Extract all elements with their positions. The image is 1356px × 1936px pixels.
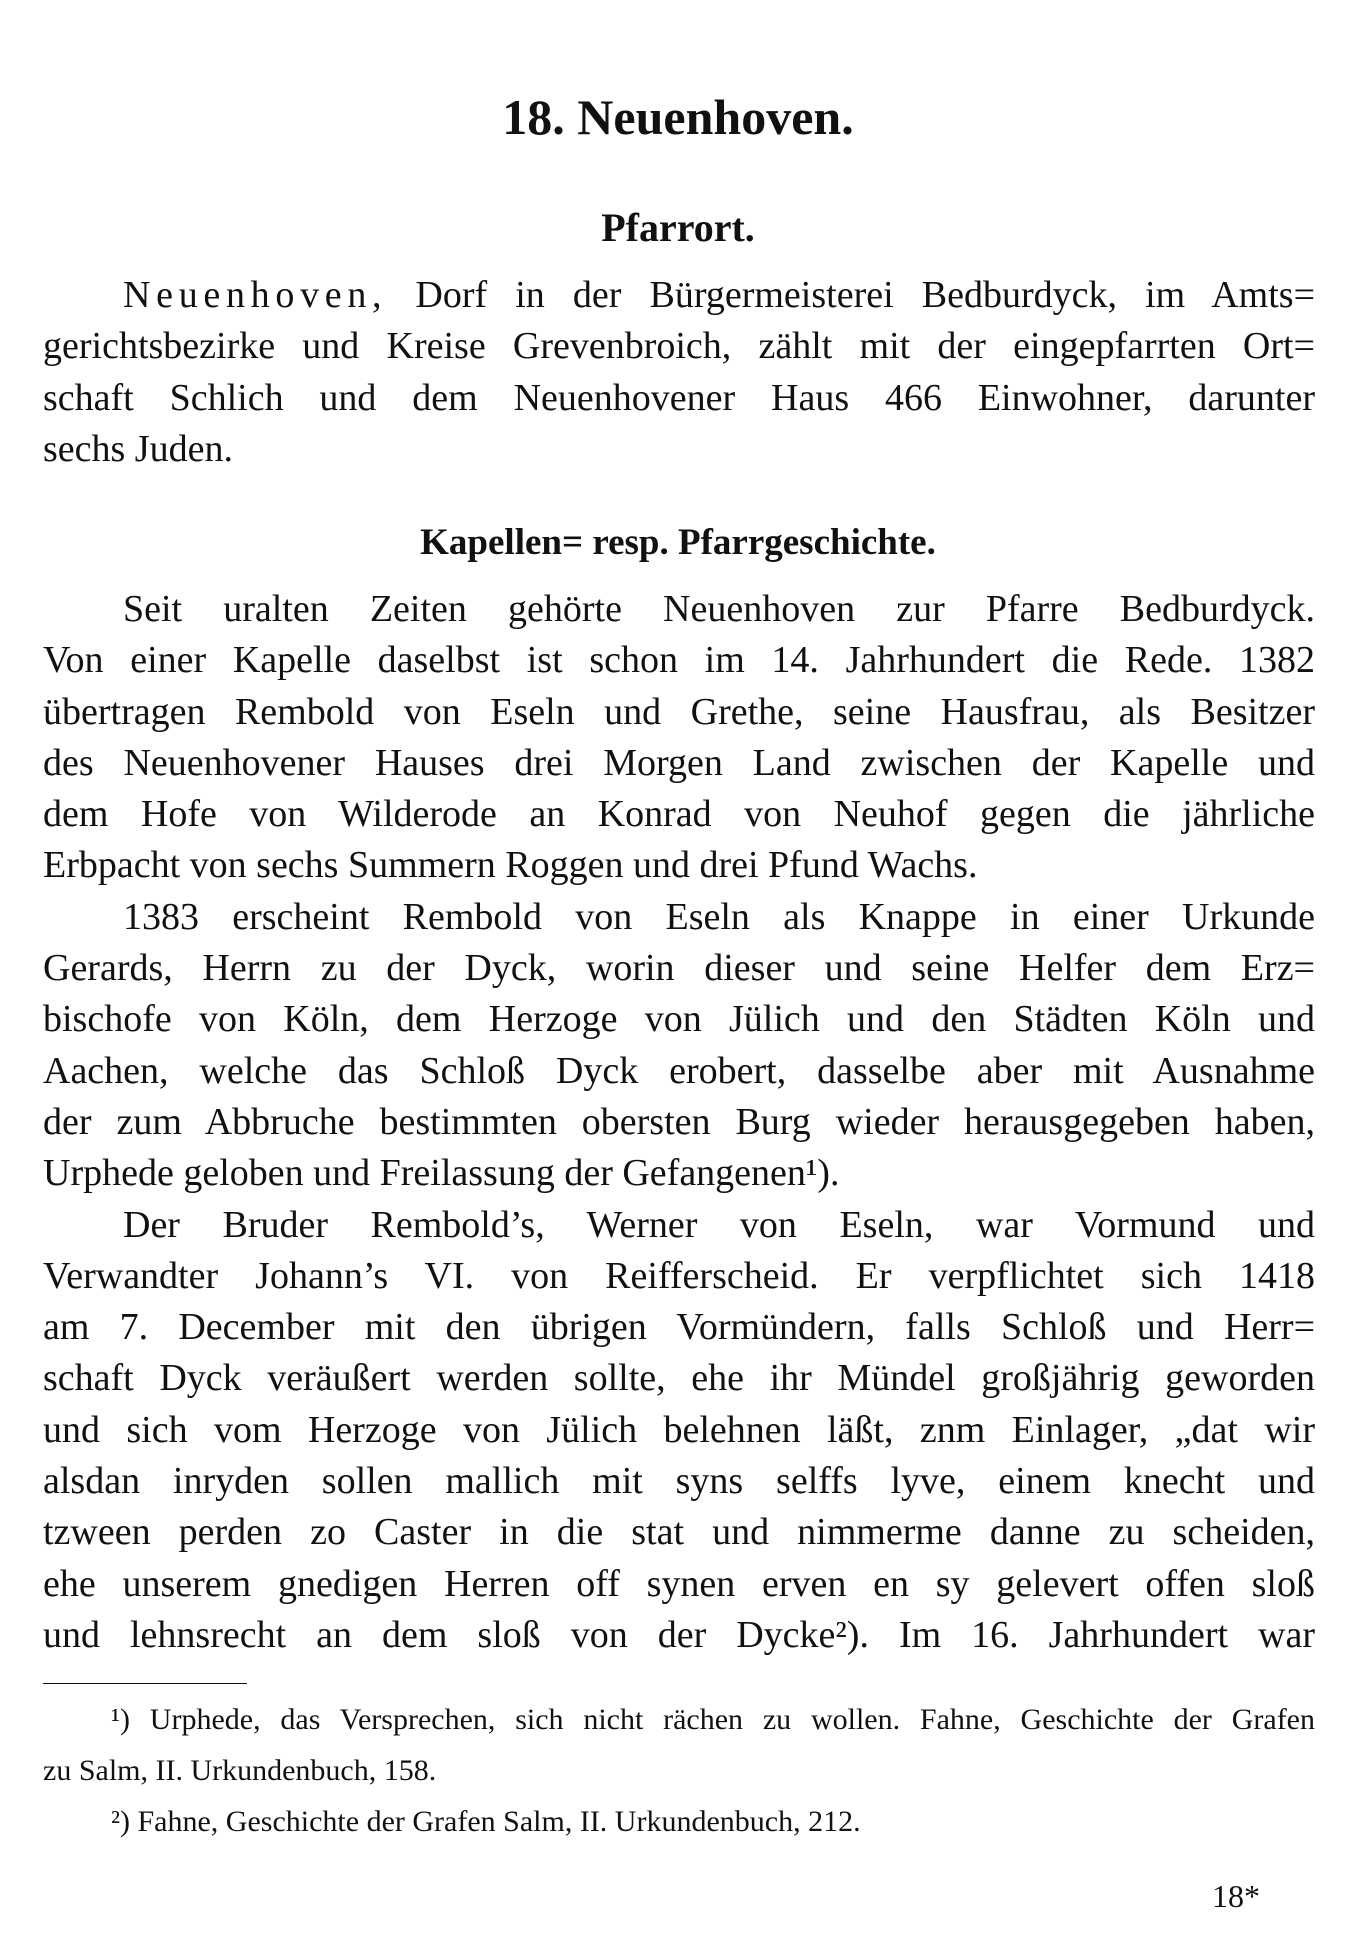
line-text: Dorf in der Bürgermeisterei Bedburdyck, im Amts= [415, 274, 1315, 316]
body-line: am 7. December mit den übrigen Vormündern, falls Schloß und Herr= [43, 1306, 1315, 1349]
paragraph-werner [43, 1200, 1315, 1662]
body-line: schaft Schlich und dem Neuenhovener Haus 466 Einwohner, darunter [43, 376, 1315, 419]
body-line: alsdan inryden sollen mallich mit syns selffs lyve, einem knecht und [43, 1460, 1315, 1503]
section-heading-history: Kapellen= resp. Pfarrgeschichte. [420, 522, 936, 563]
body-line: 1383 erscheint Rembold von Eseln als Knappe in einer Urkunde [123, 895, 1315, 938]
body-line: bischofe von Köln, dem Herzoge von Jülich und den Städten Köln und [43, 998, 1315, 1041]
body-line: tzween perden zo Caster in die stat und nimmerme danne zu scheiden, [43, 1511, 1315, 1554]
paragraph-1383 [43, 892, 1315, 1200]
paragraph-chapel [43, 584, 1315, 892]
body-line: Seit uralten Zeiten gehörte Neuenhoven zur Pfarre Bedburdyck. [123, 588, 1315, 630]
body-line: Von einer Kapelle daselbst ist schon im 14. Jahrhundert die Rede. 1382 [43, 639, 1315, 682]
body-line: schaft Dyck veräußert werden sollte, ehe ihr Mündel großjährig geworden [43, 1357, 1315, 1400]
body-line: Gerards, Herrn zu der Dyck, worin dieser und seine Helfer dem Erz= [43, 947, 1315, 990]
footnotes [43, 1694, 1315, 1847]
paragraph-village [43, 270, 1315, 475]
footnote-2-line: ²) Fahne, Geschichte der Grafen Salm, II. Urkundenbuch, 212. [111, 1805, 861, 1838]
body-line: Aachen, welche das Schloß Dyck erobert, dasselbe aber mit Ausnahme [43, 1049, 1315, 1092]
body-line: Urphede geloben und Freilassung der Gefangenen¹). [43, 1152, 840, 1195]
body-line: Verwandter Johann’s VI. von Reifferscheid. Er verpflichtet sich 1418 [43, 1254, 1315, 1297]
body-line: dem Hofe von Wilderode an Konrad von Neuhof gegen die jährliche [43, 793, 1315, 836]
body-line: der zum Abbruche bestimmten obersten Burg wieder herausgegeben haben, [43, 1100, 1315, 1143]
body-line: ehe unserem gnedigen Herren off synen erven en sy gelevert offen sloß [43, 1562, 1315, 1605]
lead-word: Neuenhoven, [123, 274, 388, 316]
body-line: und sich vom Herzoge von Jülich belehnen läßt, znm Einlager, „dat wir [43, 1408, 1315, 1451]
body-line: und lehnsrecht an dem sloß von der Dycke²). Im 16. Jahrhundert war [43, 1613, 1315, 1656]
page-signature: 18* [1212, 1878, 1260, 1914]
body-line: gerichtsbezirke und Kreise Grevenbroich, zählt mit der eingepfarrten Ort= [43, 325, 1315, 368]
footnote-divider [43, 1683, 247, 1684]
chapter-title: 18. Neuenhoven. [502, 89, 854, 145]
body-line: Der Bruder Rembold’s, Werner von Eseln, war Vormund und [123, 1203, 1315, 1246]
body-line: des Neuenhovener Hauses drei Morgen Land zwischen der Kapelle und [43, 741, 1315, 784]
body-line: übertragen Rembold von Eseln und Grethe, seine Hausfrau, als Besitzer [43, 690, 1315, 733]
body-line: sechs Juden. [43, 427, 233, 470]
body-line: Erbpacht von sechs Summern Roggen und drei Pfund Wachs. [43, 844, 978, 887]
footnote-1-line: zu Salm, II. Urkundenbuch, 158. [43, 1754, 437, 1787]
history-text [43, 584, 1315, 1661]
footnote-1-line: ¹) Urphede, das Versprechen, sich nicht rächen zu wollen. Fahne, Geschichte der Grafen [111, 1703, 1315, 1736]
section-heading-parish: Pfarrort. [601, 205, 755, 250]
body-line [43, 270, 1315, 321]
